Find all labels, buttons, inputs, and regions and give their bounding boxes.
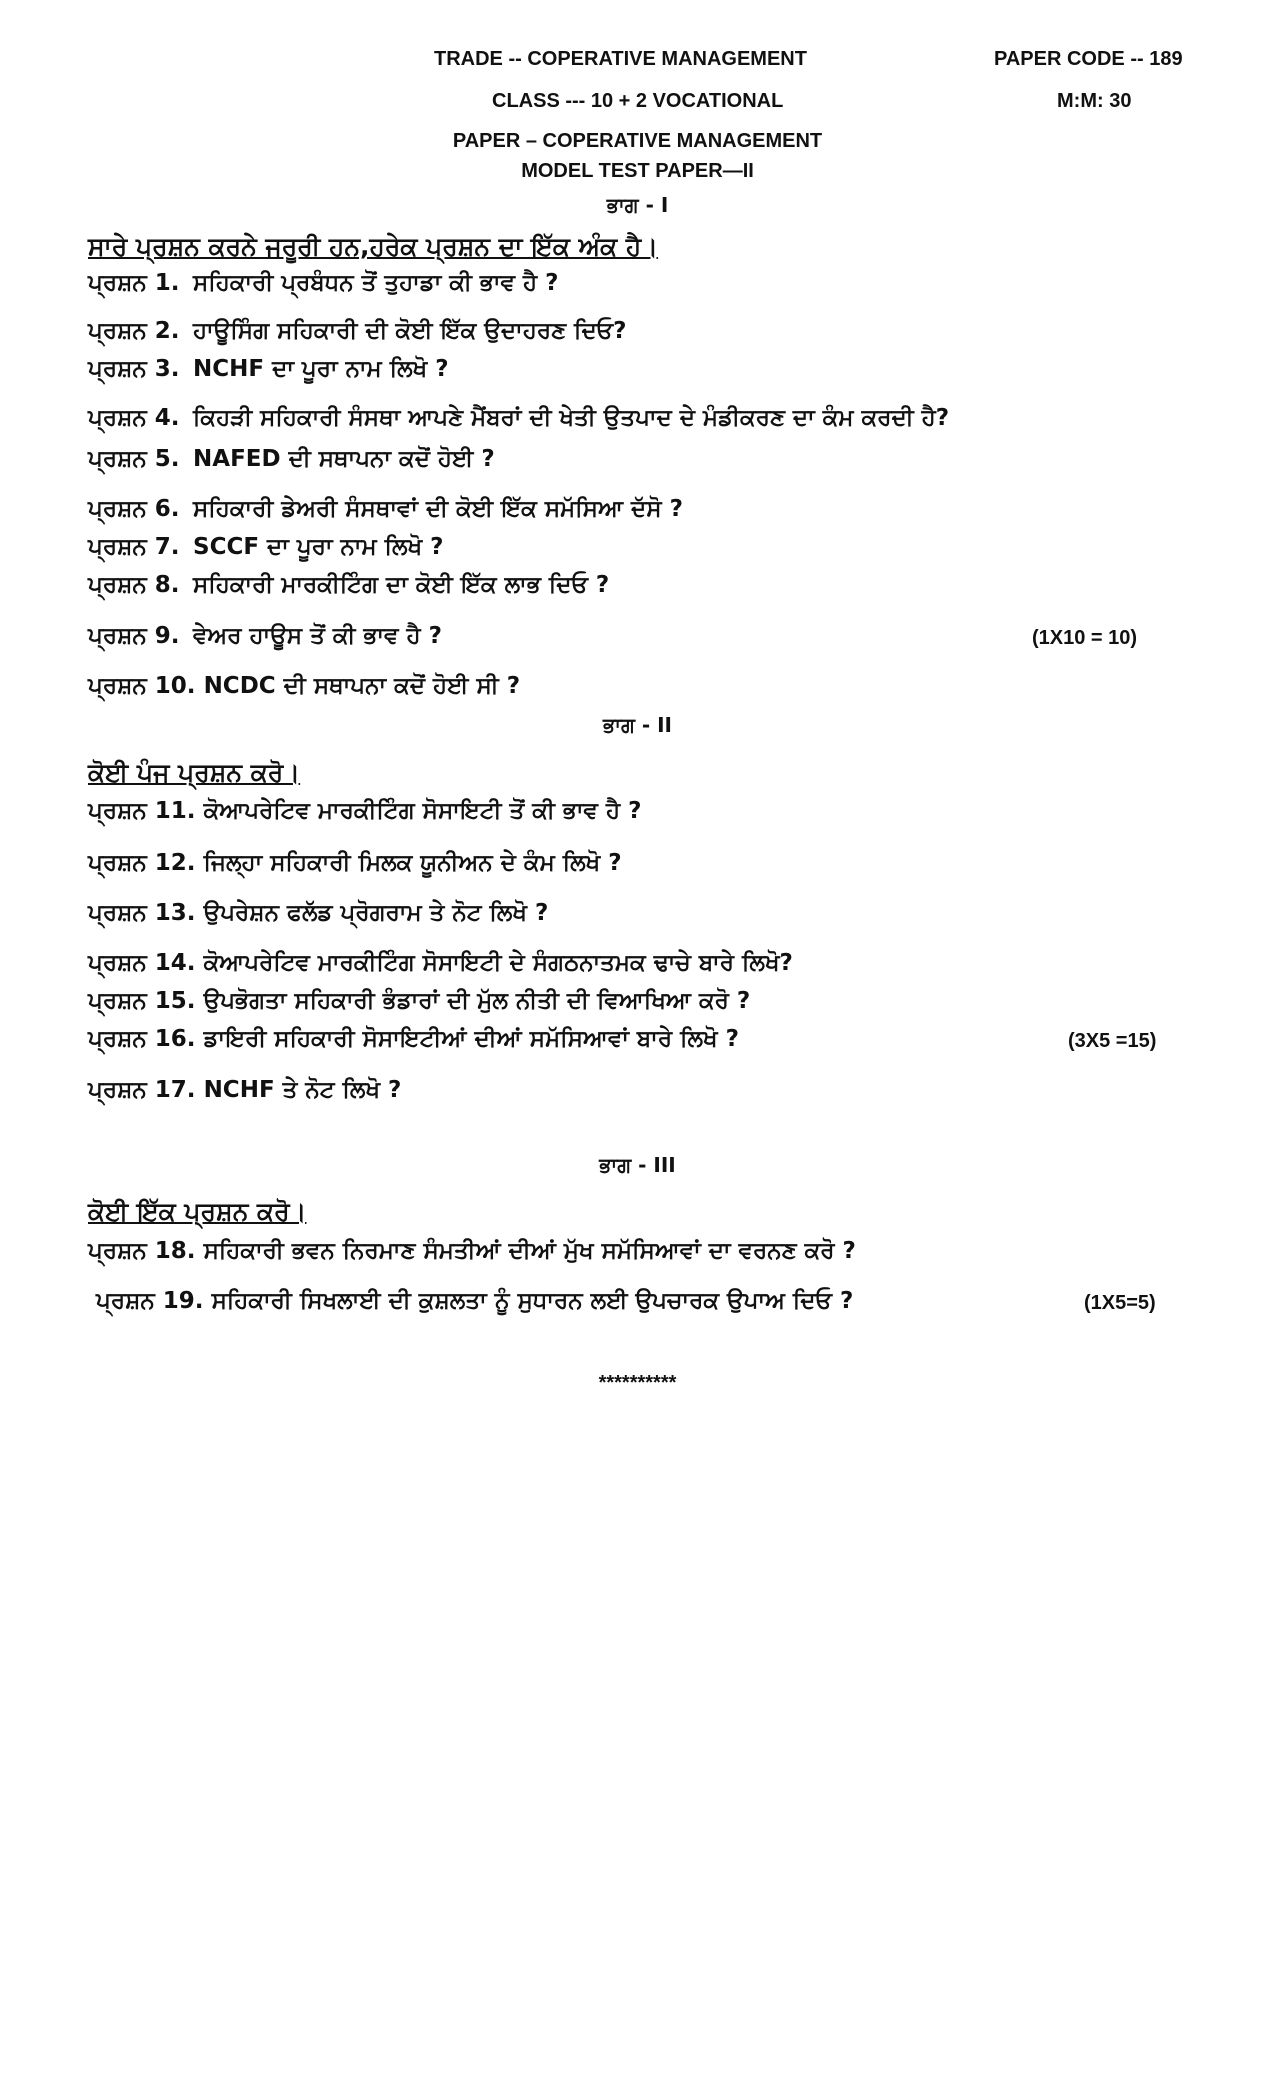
part-1-marks: (1X10 = 10) <box>1032 627 1138 649</box>
part-2-marks: (3X5 =15) <box>1068 1030 1157 1052</box>
question-18 <box>88 1238 856 1264</box>
question-11 <box>88 798 641 824</box>
part-3-marks: (1X5=5) <box>1084 1292 1156 1314</box>
question-8 <box>88 572 609 598</box>
question-text: ਕੋਆਪਰੇਟਿਵ ਮਾਰਕੀਟਿੰਗ ਸੋਸਾਇਟੀ ਤੋਂ ਕੀ ਭਾਵ ਹੈ ? <box>203 798 642 824</box>
question-number: ਪ੍ਰਸ਼ਨ 6. <box>88 496 180 522</box>
question-number: ਪ੍ਰਸ਼ਨ 8. <box>88 572 180 598</box>
question-number: ਪ੍ਰਸ਼ਨ 16. <box>88 1026 196 1052</box>
paper-code: PAPER CODE -- 189 <box>994 48 1183 70</box>
question-text: ਸਹਿਕਾਰੀ ਭਵਨ ਨਿਰਮਾਣ ਸੰਮਤੀਆਂ ਦੀਆਂ ਮੁੱਖ ਸਮੱਸਿਆਵਾਂ ਦਾ ਵਰਨਣ ਕਰੋ ? <box>203 1238 856 1264</box>
question-10 <box>88 673 520 699</box>
question-number: ਪ੍ਰਸ਼ਨ 11. <box>88 798 196 824</box>
question-text: ਜਿਲ੍ਹਾ ਸਹਿਕਾਰੀ ਮਿਲਕ ਯੂਨੀਅਨ ਦੇ ਕੰਮ ਲਿਖੋ ? <box>203 850 622 876</box>
part-1-title: ਭਾਗ - I <box>606 193 669 217</box>
question-number: ਪ੍ਰਸ਼ਨ 12. <box>88 850 196 876</box>
question-text: NCHF ਦਾ ਪੂਰਾ ਨਾਮ ਲਿਖੋ ? <box>193 356 449 382</box>
paper-title: PAPER – COPERATIVE MANAGEMENT <box>452 130 823 152</box>
question-number: ਪ੍ਰਸ਼ਨ 15. <box>88 988 196 1014</box>
part-3-title: ਭਾਗ - III <box>599 1153 676 1177</box>
question-text: NCDC ਦੀ ਸਥਾਪਨਾ ਕਦੋਂ ਹੋਈ ਸੀ ? <box>203 673 521 699</box>
question-text: ਹਾਊਸਿੰਗ ਸਹਿਕਾਰੀ ਦੀ ਕੋਈ ਇੱਕ ਉਦਾਹਰਣ ਦਿਓ? <box>193 318 627 344</box>
question-number: ਪ੍ਰਸ਼ਨ 3. <box>88 356 180 382</box>
question-text: ਵੇਅਰ ਹਾਊਸ ਤੋਂ ਕੀ ਭਾਵ ਹੈ ? <box>193 623 443 649</box>
question-16 <box>88 1026 739 1052</box>
question-15 <box>88 988 750 1014</box>
part-2-title: ਭਾਗ - II <box>602 713 672 737</box>
end-stars: ********** <box>598 1372 677 1394</box>
question-text: ਉਪਭੋਗਤਾ ਸਹਿਕਾਰੀ ਭੰਡਾਰਾਂ ਦੀ ਮੁੱਲ ਨੀਤੀ ਦੀ ਵਿਆਖਿਆ ਕਰੋ ? <box>203 988 751 1014</box>
question-number: ਪ੍ਰਸ਼ਨ 17. <box>88 1077 196 1103</box>
question-1 <box>88 270 559 296</box>
question-2 <box>88 318 627 344</box>
question-3 <box>88 356 449 382</box>
question-17 <box>88 1077 401 1103</box>
question-number: ਪ੍ਰਸ਼ਨ 18. <box>88 1238 196 1264</box>
question-text: ਕਿਹੜੀ ਸਹਿਕਾਰੀ ਸੰਸਥਾ ਆਪਣੇ ਮੈਂਬਰਾਂ ਦੀ ਖੇਤੀ ਉਤਪਾਦ ਦੇ ਮੰਡੀਕਰਣ ਦਾ ਕੰਮ ਕਰਦੀ ਹੈ? <box>193 405 950 431</box>
question-text: ਡਾਇਰੀ ਸਹਿਕਾਰੀ ਸੋਸਾਇਟੀਆਂ ਦੀਆਂ ਸਮੱਸਿਆਵਾਂ ਬਾਰੇ ਲਿਖੋ ? <box>203 1026 739 1052</box>
question-number: ਪ੍ਰਸ਼ਨ 14. <box>88 950 196 976</box>
question-4 <box>88 405 949 431</box>
question-text: ਸਹਿਕਾਰੀ ਮਾਰਕੀਟਿੰਗ ਦਾ ਕੋਈ ਇੱਕ ਲਾਭ ਦਿਓ ? <box>193 572 610 598</box>
question-number: ਪ੍ਰਸ਼ਨ 19. <box>96 1288 204 1314</box>
class-label: CLASS --- 10 + 2 VOCATIONAL <box>492 90 784 112</box>
question-text: ਉਪਰੇਸ਼ਨ ਫਲੱਡ ਪ੍ਰੋਗਰਾਮ ਤੇ ਨੋਟ ਲਿਖੋ ? <box>203 900 549 926</box>
question-5 <box>88 446 495 472</box>
question-7 <box>88 534 444 560</box>
question-number: ਪ੍ਰਸ਼ਨ 5. <box>88 446 180 472</box>
question-text: NAFED ਦੀ ਸਥਾਪਨਾ ਕਦੋਂ ਹੋਈ ? <box>193 446 495 472</box>
question-text: SCCF ਦਾ ਪੂਰਾ ਨਾਮ ਲਿਖੋ ? <box>193 534 444 560</box>
question-number: ਪ੍ਰਸ਼ਨ 7. <box>88 534 180 560</box>
model-paper-title: MODEL TEST PAPER—II <box>521 160 754 182</box>
question-text: ਸਹਿਕਾਰੀ ਸਿਖਲਾਈ ਦੀ ਕੁਸ਼ਲਤਾ ਨੂੰ ਸੁਧਾਰਨ ਲਈ ਉਪਚਾਰਕ ਉਪਾਅ ਦਿਓ ? <box>211 1288 854 1314</box>
part-2-instruction: ਕੋਈ ਪੰਜ ਪ੍ਰਸ਼ਨ ਕਰੋ। <box>88 758 301 787</box>
question-13 <box>88 900 548 926</box>
question-text: ਸਹਿਕਾਰੀ ਡੇਅਰੀ ਸੰਸਥਾਵਾਂ ਦੀ ਕੋਈ ਇੱਕ ਸਮੱਸਿਆ ਦੱਸੋ ? <box>193 496 683 522</box>
part-3-instruction: ਕੋਈ ਇੱਕ ਪ੍ਰਸ਼ਨ ਕਰੋ। <box>88 1197 307 1226</box>
part-1-instruction: ਸਾਰੇ ਪ੍ਰਸ਼ਨ ਕਰਨੇ ਜਰੂਰੀ ਹਨ,ਹਰੇਕ ਪ੍ਰਸ਼ਨ ਦਾ ਇੱਕ ਅੰਕ ਹੈ। <box>88 232 659 261</box>
question-number: ਪ੍ਰਸ਼ਨ 2. <box>88 318 180 344</box>
question-number: ਪ੍ਰਸ਼ਨ 9. <box>88 623 180 649</box>
question-text: ਸਹਿਕਾਰੀ ਪ੍ਰਬੰਧਨ ਤੋਂ ਤੁਹਾਡਾ ਕੀ ਭਾਵ ਹੈ ? <box>193 270 559 296</box>
max-marks: M:M: 30 <box>1057 90 1132 112</box>
question-19 <box>96 1288 853 1314</box>
question-14 <box>88 950 793 976</box>
question-text: ਕੋਆਪਰੇਟਿਵ ਮਾਰਕੀਟਿੰਗ ਸੋਸਾਇਟੀ ਦੇ ਸੰਗਠਨਾਤਮਕ ਢਾਚੇ ਬਾਰੇ ਲਿਖੋ? <box>203 950 793 976</box>
question-number: ਪ੍ਰਸ਼ਨ 13. <box>88 900 196 926</box>
question-6 <box>88 496 683 522</box>
question-9 <box>88 623 442 649</box>
question-text: NCHF ਤੇ ਨੋਟ ਲਿਖੋ ? <box>203 1077 402 1103</box>
question-number: ਪ੍ਰਸ਼ਨ 1. <box>88 270 180 296</box>
trade-title: TRADE -- COPERATIVE MANAGEMENT <box>434 48 807 70</box>
question-number: ਪ੍ਰਸ਼ਨ 10. <box>88 673 196 699</box>
question-number: ਪ੍ਰਸ਼ਨ 4. <box>88 405 180 431</box>
question-12 <box>88 850 622 876</box>
